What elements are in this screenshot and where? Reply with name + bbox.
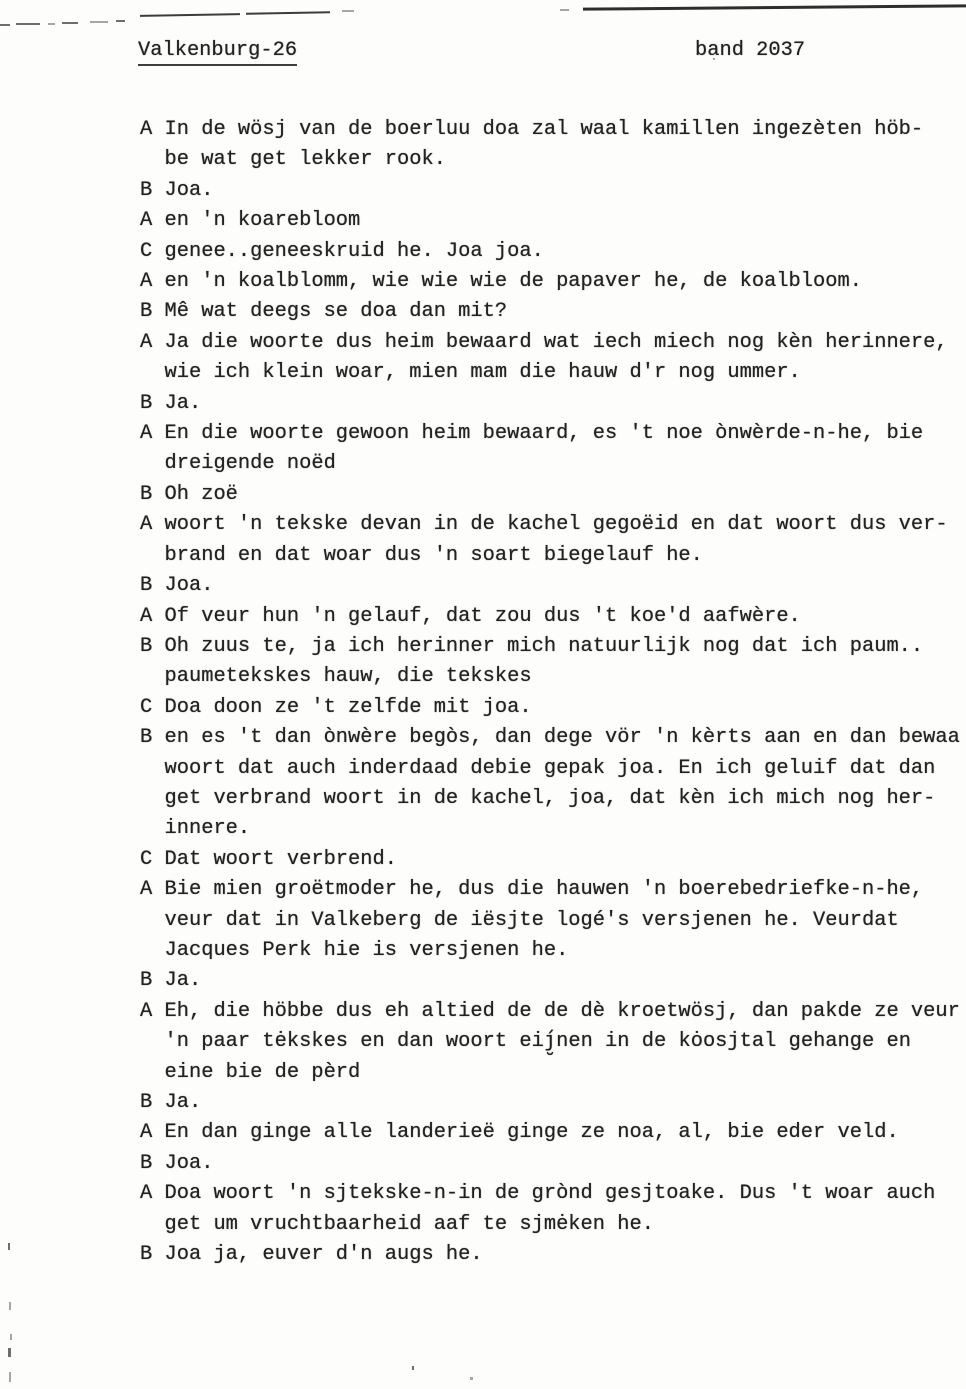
transcript-line: genee..geneeskruid he. Joa joa. <box>164 239 544 263</box>
speaker-label: A <box>140 878 153 902</box>
band-number: band 2037 <box>695 39 806 62</box>
transcript-line: en 'n koarebloom <box>164 209 361 233</box>
scan-artifact-dash <box>62 22 78 24</box>
transcript-line: dreigende noëd <box>164 452 336 476</box>
utterance <box>165 1240 483 1270</box>
dialogue-row <box>140 328 966 389</box>
speaker-label: B <box>140 391 153 415</box>
utterance <box>165 176 214 206</box>
scan-artifact-speck <box>470 1377 473 1380</box>
transcript-line: brand en dat woar dus 'n soart biegelauf he. <box>164 543 703 567</box>
scan-artifact-dash <box>342 10 354 12</box>
utterance <box>165 510 948 571</box>
dialogue-row <box>140 115 966 176</box>
transcript-line: paumetekskes hauw, die tekskes <box>164 665 532 689</box>
scan-artifact-line <box>583 4 966 10</box>
speaker-label: C <box>140 695 153 719</box>
dialogue-row <box>140 1179 966 1240</box>
dialogue-row <box>140 389 966 419</box>
dialogue-row <box>140 510 966 571</box>
transcript-line: Bie mien groëtmoder he, dus die hauwen 'n boerebedriefke-n-he, <box>164 878 924 902</box>
utterance <box>165 693 532 723</box>
utterance <box>165 389 202 419</box>
utterance <box>165 480 238 510</box>
transcript-line: Joa. <box>164 178 214 202</box>
dialogue-row <box>140 966 966 996</box>
utterance <box>165 267 862 297</box>
dialogue-row <box>140 480 966 510</box>
dialogue-row <box>140 237 966 267</box>
transcript-line: Joa. <box>164 574 214 598</box>
transcript-line: wie ich klein woar, mien mam die hauw d'r nog ummer. <box>164 361 801 385</box>
transcript-line: Ja. <box>164 1091 202 1114</box>
speaker-label: A <box>140 999 153 1023</box>
dialogue-row <box>140 419 966 480</box>
transcript-line: get verbrand woort in de kachel, joa, dat kèn ich mich nog her- <box>164 786 936 810</box>
dialogue-row <box>140 875 966 966</box>
speaker-label: A <box>140 422 153 446</box>
transcript-line: en es 't dan ònwère begòs, dan dege vör 'n kèrts aan en dan bewaa <box>164 726 960 750</box>
scan-artifact-line <box>246 11 330 14</box>
scan-artifact-tick <box>9 1372 11 1382</box>
transcript-line: Oh zoë <box>164 482 238 506</box>
dialogue-row <box>140 602 966 632</box>
speaker-label: A <box>140 209 153 233</box>
utterance <box>165 602 801 632</box>
utterance <box>165 632 924 693</box>
transcript-line: Dat woort verbrend. <box>164 847 397 871</box>
transcript-line: Ja. <box>164 969 202 993</box>
transcript-line: Ja. <box>164 391 202 415</box>
dialogue-row <box>140 845 966 875</box>
utterance <box>165 845 398 875</box>
dialogue-row <box>140 997 966 1088</box>
transcript-line: Of veur hun 'n gelauf, dat zou dus 't koe'd aafwère. <box>164 604 801 628</box>
speaker-label: A <box>140 118 153 141</box>
utterance <box>165 328 948 389</box>
speaker-label: A <box>140 604 153 628</box>
dialogue-row <box>140 723 966 845</box>
scan-artifact-dash <box>116 20 125 22</box>
scan-artifact-tick <box>10 1334 12 1340</box>
speaker-label: A <box>140 1121 153 1145</box>
scan-artifact-dash <box>560 9 569 11</box>
speaker-label: B <box>140 1151 153 1175</box>
transcript-line: En die woorte gewoon heim bewaard, es 't noe ònwèrde-n-he, bie <box>164 422 924 446</box>
transcript-line: Joa. <box>164 1151 214 1175</box>
dialogue-row <box>140 206 966 236</box>
page-title: Valkenburg-26 <box>138 40 297 66</box>
transcript-line: innere. <box>164 817 251 841</box>
speaker-label: C <box>140 239 153 263</box>
speaker-label: A <box>140 270 153 294</box>
speaker-label: B <box>140 1243 153 1267</box>
dialogue-row <box>140 1088 966 1118</box>
scan-artifact-speck <box>412 1366 414 1370</box>
utterance <box>165 115 924 176</box>
scan-artifact-dash <box>90 21 108 23</box>
speaker-label: A <box>140 1182 153 1206</box>
transcript-line: veur dat in Valkeberg de iësjte logé's versjenen he. Veurdat <box>164 908 899 932</box>
speaker-label: B <box>140 726 153 750</box>
transcript-line: woort dat auch inderdaad debie gepak joa. En ich geluif dat dan <box>164 756 936 780</box>
utterance <box>165 237 544 267</box>
transcript-line: Mê wat deegs se doa dan mit? <box>164 300 508 324</box>
utterance <box>165 966 202 996</box>
dialogue-row <box>140 693 966 723</box>
page-header <box>138 40 966 70</box>
utterance <box>165 997 960 1088</box>
utterance <box>165 1088 202 1118</box>
scan-artifact-tick <box>8 1243 10 1250</box>
transcript-line: eine bie de pèrd <box>164 1060 361 1084</box>
speaker-label: A <box>140 513 153 537</box>
dialogue-row <box>140 1118 966 1148</box>
utterance <box>165 297 508 327</box>
transcript-line: En dan ginge alle landerieë ginge ze noa, al, bie eder veld. <box>164 1121 899 1145</box>
transcript-line: Ja die woorte dus heim bewaard wat iech miech nog kèn herinnere, <box>164 330 948 354</box>
dialogue-row <box>140 1240 966 1270</box>
transcript-line: en 'n koalblomm, wie wie wie de papaver he, de koalbloom. <box>164 270 862 294</box>
utterance <box>165 723 960 845</box>
scan-artifact-tick <box>9 1302 11 1310</box>
dialogue-row <box>140 1149 966 1179</box>
scan-artifact-dash <box>16 23 40 25</box>
transcript-line: Joa ja, euver d'n augs he. <box>164 1243 483 1267</box>
scan-artifact-tick <box>8 1348 11 1357</box>
utterance <box>165 1179 936 1240</box>
speaker-label: B <box>140 574 153 598</box>
speaker-label: A <box>140 330 153 354</box>
transcript-line: Oh zuus te, ja ich herinner mich natuurlijk nog dat ich paum.. <box>164 634 924 658</box>
speaker-label: B <box>140 634 153 658</box>
speaker-label: B <box>140 178 153 202</box>
utterance <box>165 571 214 601</box>
dialogue-row <box>140 297 966 327</box>
transcript-line: Eh, die höbbe dus eh altied de de dè kroetwösj, dan pakde ze veur <box>164 999 960 1023</box>
scan-artifact-line <box>140 13 240 17</box>
speaker-label: B <box>140 482 153 506</box>
scan-artifact-dash <box>48 23 55 25</box>
transcript-line: 'n paar tėkskes en dan woort eiȷ̮́nen in de kȯosjtal gehange en <box>164 1030 911 1054</box>
utterance <box>165 1118 899 1148</box>
transcript-line: woort 'n tekske devan in de kachel gegoëid en dat woort dus ver- <box>164 513 948 537</box>
dialogue-row <box>140 571 966 601</box>
speaker-label: B <box>140 300 153 324</box>
utterance <box>165 206 361 236</box>
transcript-line: Jacques Perk hie is versjenen he. <box>164 938 569 962</box>
transcript-line: In de wösj van de boerluu doa zal waal kamillen ingezèten höb- <box>164 118 924 141</box>
transcript-line: get um vruchtbaarheid aaf te sjmėken he. <box>164 1212 654 1236</box>
speaker-label: B <box>140 969 153 993</box>
transcript <box>140 115 966 1270</box>
transcript-line: Doa doon ze 't zelfde mit joa. <box>164 695 532 719</box>
dialogue-row <box>140 632 966 693</box>
utterance <box>165 875 924 966</box>
dialogue-row <box>140 176 966 206</box>
utterance <box>165 419 924 480</box>
scan-artifact-dash <box>0 24 10 26</box>
speaker-label: B <box>140 1091 153 1114</box>
dialogue-row <box>140 267 966 297</box>
transcript-line: Doa woort 'n sjtekske-n-in de grònd gesjtoake. Dus 't woar auch <box>164 1182 936 1206</box>
utterance <box>165 1149 214 1179</box>
transcript-line: be wat get lekker rook. <box>164 148 446 172</box>
speaker-label: C <box>140 847 153 871</box>
